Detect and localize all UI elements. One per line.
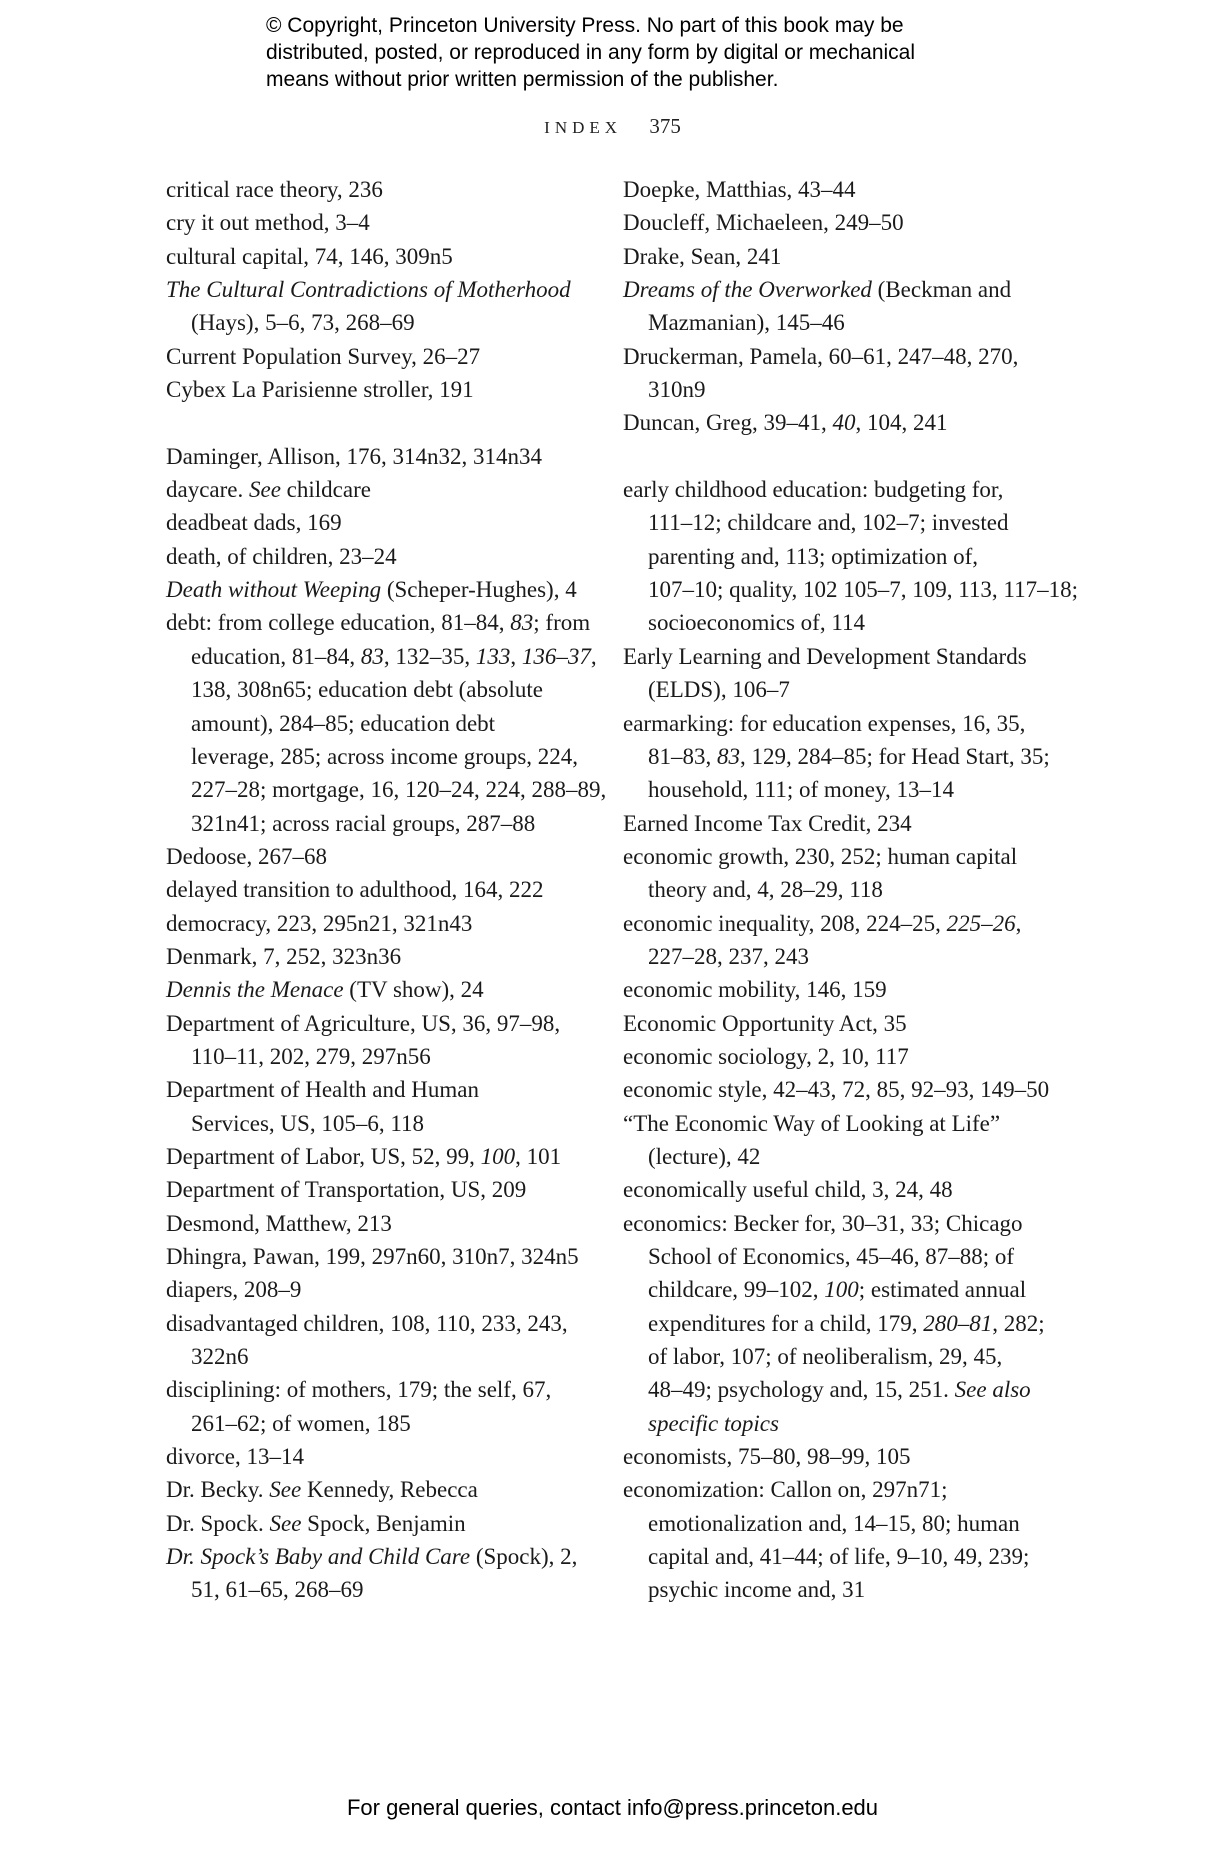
running-head-label: INDEX [544,118,623,137]
entry-text: economic growth, 230, 252; human capital [623,843,1018,869]
index-column-right [623,173,1078,1607]
entry-text: Department of Agriculture, US, 36, 97–98, [166,1010,561,1036]
entry-text: Denmark, 7, 252, 323n36 [166,943,402,969]
entry-text: parenting and, 113; optimization of, [648,543,979,569]
index-entry-continuation [623,1540,1043,1573]
italic-text: 83 [360,643,384,669]
entry-text: Doepke, Matthias, 43–44 [623,177,856,202]
entry-text: economization: Callon on, 297n71; [623,1477,948,1503]
entry-text: socioeconomics of, 114 [648,610,865,636]
entry-text: 51, 61–65, 268–69 [191,1577,364,1603]
index-entry-continuation [623,773,1043,806]
index-entry-continuation [623,506,1043,539]
index-entry [623,907,1043,940]
index-entry [166,1240,596,1273]
entry-text: Doucleff, Michaeleen, 249–50 [623,210,904,236]
entry-text: Duncan, Greg, 39–41, [623,410,833,436]
entry-text: (lecture), 42 [648,1143,761,1169]
entry-text: , 132–35, [383,643,476,669]
index-entry [623,206,1043,239]
entry-text: , [1015,910,1022,936]
entry-text: economics: Becker for, 30–31, 33; Chicago [623,1210,1023,1236]
index-entry-continuation [623,1407,1043,1440]
italic-text: The Cultural Contradictions of Motherhood [166,277,571,303]
entry-text: , 282; [992,1310,1045,1336]
index-entry [623,1107,1043,1140]
index-entry-continuation [166,1107,596,1140]
italic-text: 280–81 [923,1310,993,1336]
index-entry-continuation [623,373,1043,406]
index-entry [623,1073,1050,1106]
entry-text: household, 111; of money, 13–14 [648,777,954,803]
section-gap [166,406,596,439]
entry-text: Drake, Sean, 241 [623,243,782,269]
entry-text: 48–49; psychology and, 15, 251. [648,1377,955,1403]
entry-text: 310n9 [648,377,706,403]
index-entry [166,873,596,906]
index-entry [166,973,596,1006]
entry-text: economically useful child, 3, 24, 48 [623,1177,953,1203]
index-entry [623,1473,1043,1506]
index-entry [623,406,1043,439]
italic-text: 40 [832,410,856,436]
index-entry [623,707,1043,740]
entry-text: 110–11, 202, 279, 297n56 [191,1043,431,1069]
entry-text: (TV show), 24 [343,977,484,1003]
entry-text: cultural capital, 74, 146, 309n5 [166,243,453,269]
footer-contact: For general queries, contact info@press.princeton.edu [346,1795,879,1820]
index-entry [166,506,596,539]
entry-text: 227–28, 237, 243 [648,943,809,969]
entry-text: 322n6 [191,1344,249,1370]
index-entry [166,373,596,406]
entry-text: capital and, 41–44; of life, 9–10, 49, 239; [648,1544,1030,1570]
section-gap [623,440,1043,473]
index-entry [166,273,596,306]
italic-text: See [269,1477,302,1503]
entry-text: Early Learning and Development Standards [623,643,1027,669]
index-entry-continuation [623,573,1078,606]
entry-text: Economic Opportunity Act, 35 [623,1010,907,1036]
italic-text: 225–26 [946,910,1016,936]
entry-text: Current Population Survey, 26–27 [166,343,481,369]
entry-text: critical race theory, 236 [166,177,383,202]
entry-text: 81–83, [648,743,717,769]
entry-text: delayed transition to adulthood, 164, 222 [166,877,544,903]
entry-text: disciplining: of mothers, 179; the self, 67, [166,1377,552,1403]
entry-text: , 101 [515,1143,562,1169]
index-entry-continuation [623,1340,1043,1373]
index-entry [166,540,596,573]
index-entry-continuation [166,807,596,840]
entry-text: “The Economic Way of Looking at Life” [623,1110,1001,1136]
entry-text: Services, US, 105–6, 118 [191,1110,424,1136]
index-entry-continuation [623,1240,1043,1273]
index-entry [166,473,596,506]
entry-text: debt: from college education, 81–84, [166,610,511,636]
index-entry-continuation [166,640,596,673]
entry-text: Kennedy, Rebecca [301,1477,478,1503]
italic-text: specific topics [648,1410,779,1436]
index-entry-continuation [166,673,596,706]
index-entry [166,206,596,239]
entry-text: childcare [280,477,371,503]
entry-text: 261–62; of women, 185 [191,1410,411,1436]
entry-text: economic mobility, 146, 159 [623,977,887,1003]
entry-text: education, 81–84, [191,643,361,669]
italic-text: Dreams of the Overworked [623,277,872,303]
entry-text: economic inequality, 208, 224–25, [623,910,947,936]
index-entry [623,1040,1043,1073]
index-entry [166,440,596,473]
index-entry [166,240,596,273]
italic-text: See [269,1510,302,1536]
index-entry [166,907,596,940]
entry-text: , [590,643,597,669]
entry-text: psychic income and, 31 [648,1577,866,1603]
entry-text: economic style, 42–43, 72, 85, 92–93, 149–50 [623,1077,1050,1103]
index-entry [166,1540,596,1573]
page-number: 375 [649,114,681,138]
index-entry-continuation [623,673,1043,706]
index-entry-continuation [166,1573,596,1606]
italic-text: See [249,477,281,503]
index-entry [623,807,1043,840]
index-entry [166,1173,596,1206]
index-entry [623,340,1043,373]
index-entry [623,273,1043,306]
entry-text: amount), 284–85; education debt [191,710,496,736]
index-entry [623,240,1043,273]
italic-text: 100 [824,1277,859,1303]
index-entry-continuation [623,1140,1043,1173]
entry-text: Department of Health and Human [166,1077,479,1103]
index-entry-continuation [623,540,1043,573]
index-entry-continuation [166,773,607,806]
entry-text: of labor, 107; of neoliberalism, 29, 45, [648,1344,1003,1370]
running-head [0,114,1225,139]
italic-text: See also [954,1377,1031,1403]
entry-text: earmarking: for education expenses, 16, 35, [623,710,1026,736]
entry-text: Dr. Becky. [166,1477,270,1503]
index-entry [166,1507,596,1540]
entry-text: Dedoose, 267–68 [166,843,327,869]
index-entry-continuation [623,1507,1043,1540]
index-entry-continuation [166,740,596,773]
entry-text: (Hays), 5–6, 73, 268–69 [191,310,415,336]
entry-text: Druckerman, Pamela, 60–61, 247–48, 270, [623,343,1019,369]
entry-text: 111–12; childcare and, 102–7; invested [648,510,1009,536]
copyright-line: distributed, posted, or reproduced in any form by digital or mechanical [266,41,916,64]
index-entry-continuation [623,306,1043,339]
italic-text: 83 [717,743,740,769]
entry-text: (Scheper-Hughes), 4 [381,577,577,603]
index-entry [166,173,596,206]
italic-text: 100 [480,1143,516,1169]
italic-text: Dr. Spock’s Baby and Child Care [166,1544,471,1570]
index-entry-continuation [623,873,1043,906]
index-entry-continuation [623,1307,1043,1340]
entry-text: Daminger, Allison, 176, 314n32, 314n34 [166,443,543,469]
index-entry [166,1073,596,1106]
entry-text: Spock, Benjamin [301,1510,466,1536]
index-entry [166,606,596,639]
entry-text: disadvantaged children, 108, 110, 233, 243, [166,1310,568,1336]
entry-text: , 104, 241 [855,410,948,436]
entry-text: (Beckman and [871,277,1012,303]
index-entry-continuation [623,940,1043,973]
index-entry [623,973,1043,1006]
index-entry [166,1307,596,1340]
index-entry [166,1007,596,1040]
entry-text: Mazmanian), 145–46 [648,310,845,336]
index-entry [166,1273,596,1306]
italic-text: 136–37 [521,643,591,669]
entry-text: diapers, 208–9 [166,1277,302,1303]
index-entry [166,1473,596,1506]
italic-text: Death without Weeping [166,577,382,603]
entry-text: , [510,643,522,669]
index-entry [623,1007,1043,1040]
index-entry-continuation [623,606,1043,639]
index-entry [623,473,1043,506]
entry-text: Department of Transportation, US, 209 [166,1177,527,1203]
italic-text: 133 [475,643,511,669]
entry-text: expenditures for a child, 179, [648,1310,924,1336]
index-entry [623,173,1043,206]
index-entry-continuation [623,740,1050,773]
index-entry-continuation [166,707,596,740]
entry-text: 138, 308n65; education debt (absolute [191,677,543,703]
entry-text: cry it out method, 3–4 [166,210,370,236]
entry-text: democracy, 223, 295n21, 321n43 [166,910,473,936]
entry-text: 227–28; mortgage, 16, 120–24, 224, 288–89, [191,777,607,803]
entry-text: Cybex La Parisienne stroller, 191 [166,377,474,403]
index-entry-continuation [166,1040,596,1073]
index-entry [623,1207,1043,1240]
index-entry [623,840,1043,873]
entry-text: (ELDS), 106–7 [648,677,790,703]
entry-text: ; from [533,610,591,636]
entry-text: emotionalization and, 14–15, 80; human [648,1510,1020,1536]
entry-text: leverage, 285; across income groups, 224, [191,743,579,769]
entry-text: economists, 75–80, 98–99, 105 [623,1444,911,1470]
entry-text: deadbeat dads, 169 [166,510,342,536]
entry-text: 321n41; across racial groups, 287–88 [191,810,536,836]
entry-text: divorce, 13–14 [166,1444,304,1470]
entry-text: Dhingra, Pawan, 199, 297n60, 310n7, 324n5 [166,1244,579,1269]
entry-text: childcare, 99–102, [648,1277,825,1303]
entry-text: daycare. [166,477,249,503]
index-entry [166,840,596,873]
italic-text: Dennis the Menace [166,977,344,1003]
index-entry-continuation [623,1573,1043,1606]
index-entry-continuation [166,1340,596,1373]
index-entry-continuation [166,306,596,339]
index-entry [166,1373,596,1406]
index-entry [166,573,596,606]
index-column-left [166,173,607,1607]
copyright-line: means without prior written permission of the publisher. [266,68,779,91]
entry-text: ; estimated annual [858,1277,1027,1303]
index-entry [166,940,596,973]
entry-text: Dr. Spock. [166,1510,270,1536]
index-entry [623,1440,1043,1473]
entry-text: 107–10; quality, 102 105–7, 109, 113, 117–18; [648,577,1078,603]
entry-text: , 129, 284–85; for Head Start, 35; [740,743,1050,769]
index-entry [166,340,596,373]
entry-text: Department of Labor, US, 52, 99, [166,1143,481,1169]
entry-text: theory and, 4, 28–29, 118 [648,877,883,903]
copyright-line: © Copyright, Princeton University Press. No part of this book may be [266,14,904,37]
entry-text: economic sociology, 2, 10, 117 [623,1043,909,1069]
copyright-notice [266,12,986,93]
italic-text: 83 [510,610,534,636]
index-entry-continuation [166,1407,596,1440]
index-entry [623,1173,1043,1206]
index-entry-continuation [623,1373,1043,1406]
index-entry-continuation [623,1273,1043,1306]
entry-text: School of Economics, 45–46, 87–88; of [648,1244,1015,1269]
entry-text: (Spock), 2, [470,1544,578,1570]
index-entry [623,640,1043,673]
index-entry [166,1140,596,1173]
index-entry [166,1440,596,1473]
entry-text: Earned Income Tax Credit, 234 [623,810,912,836]
index-entry [166,1207,596,1240]
entry-text: death, of children, 23–24 [166,543,397,569]
entry-text: early childhood education: budgeting for, [623,477,1004,503]
entry-text: Desmond, Matthew, 213 [166,1210,392,1236]
